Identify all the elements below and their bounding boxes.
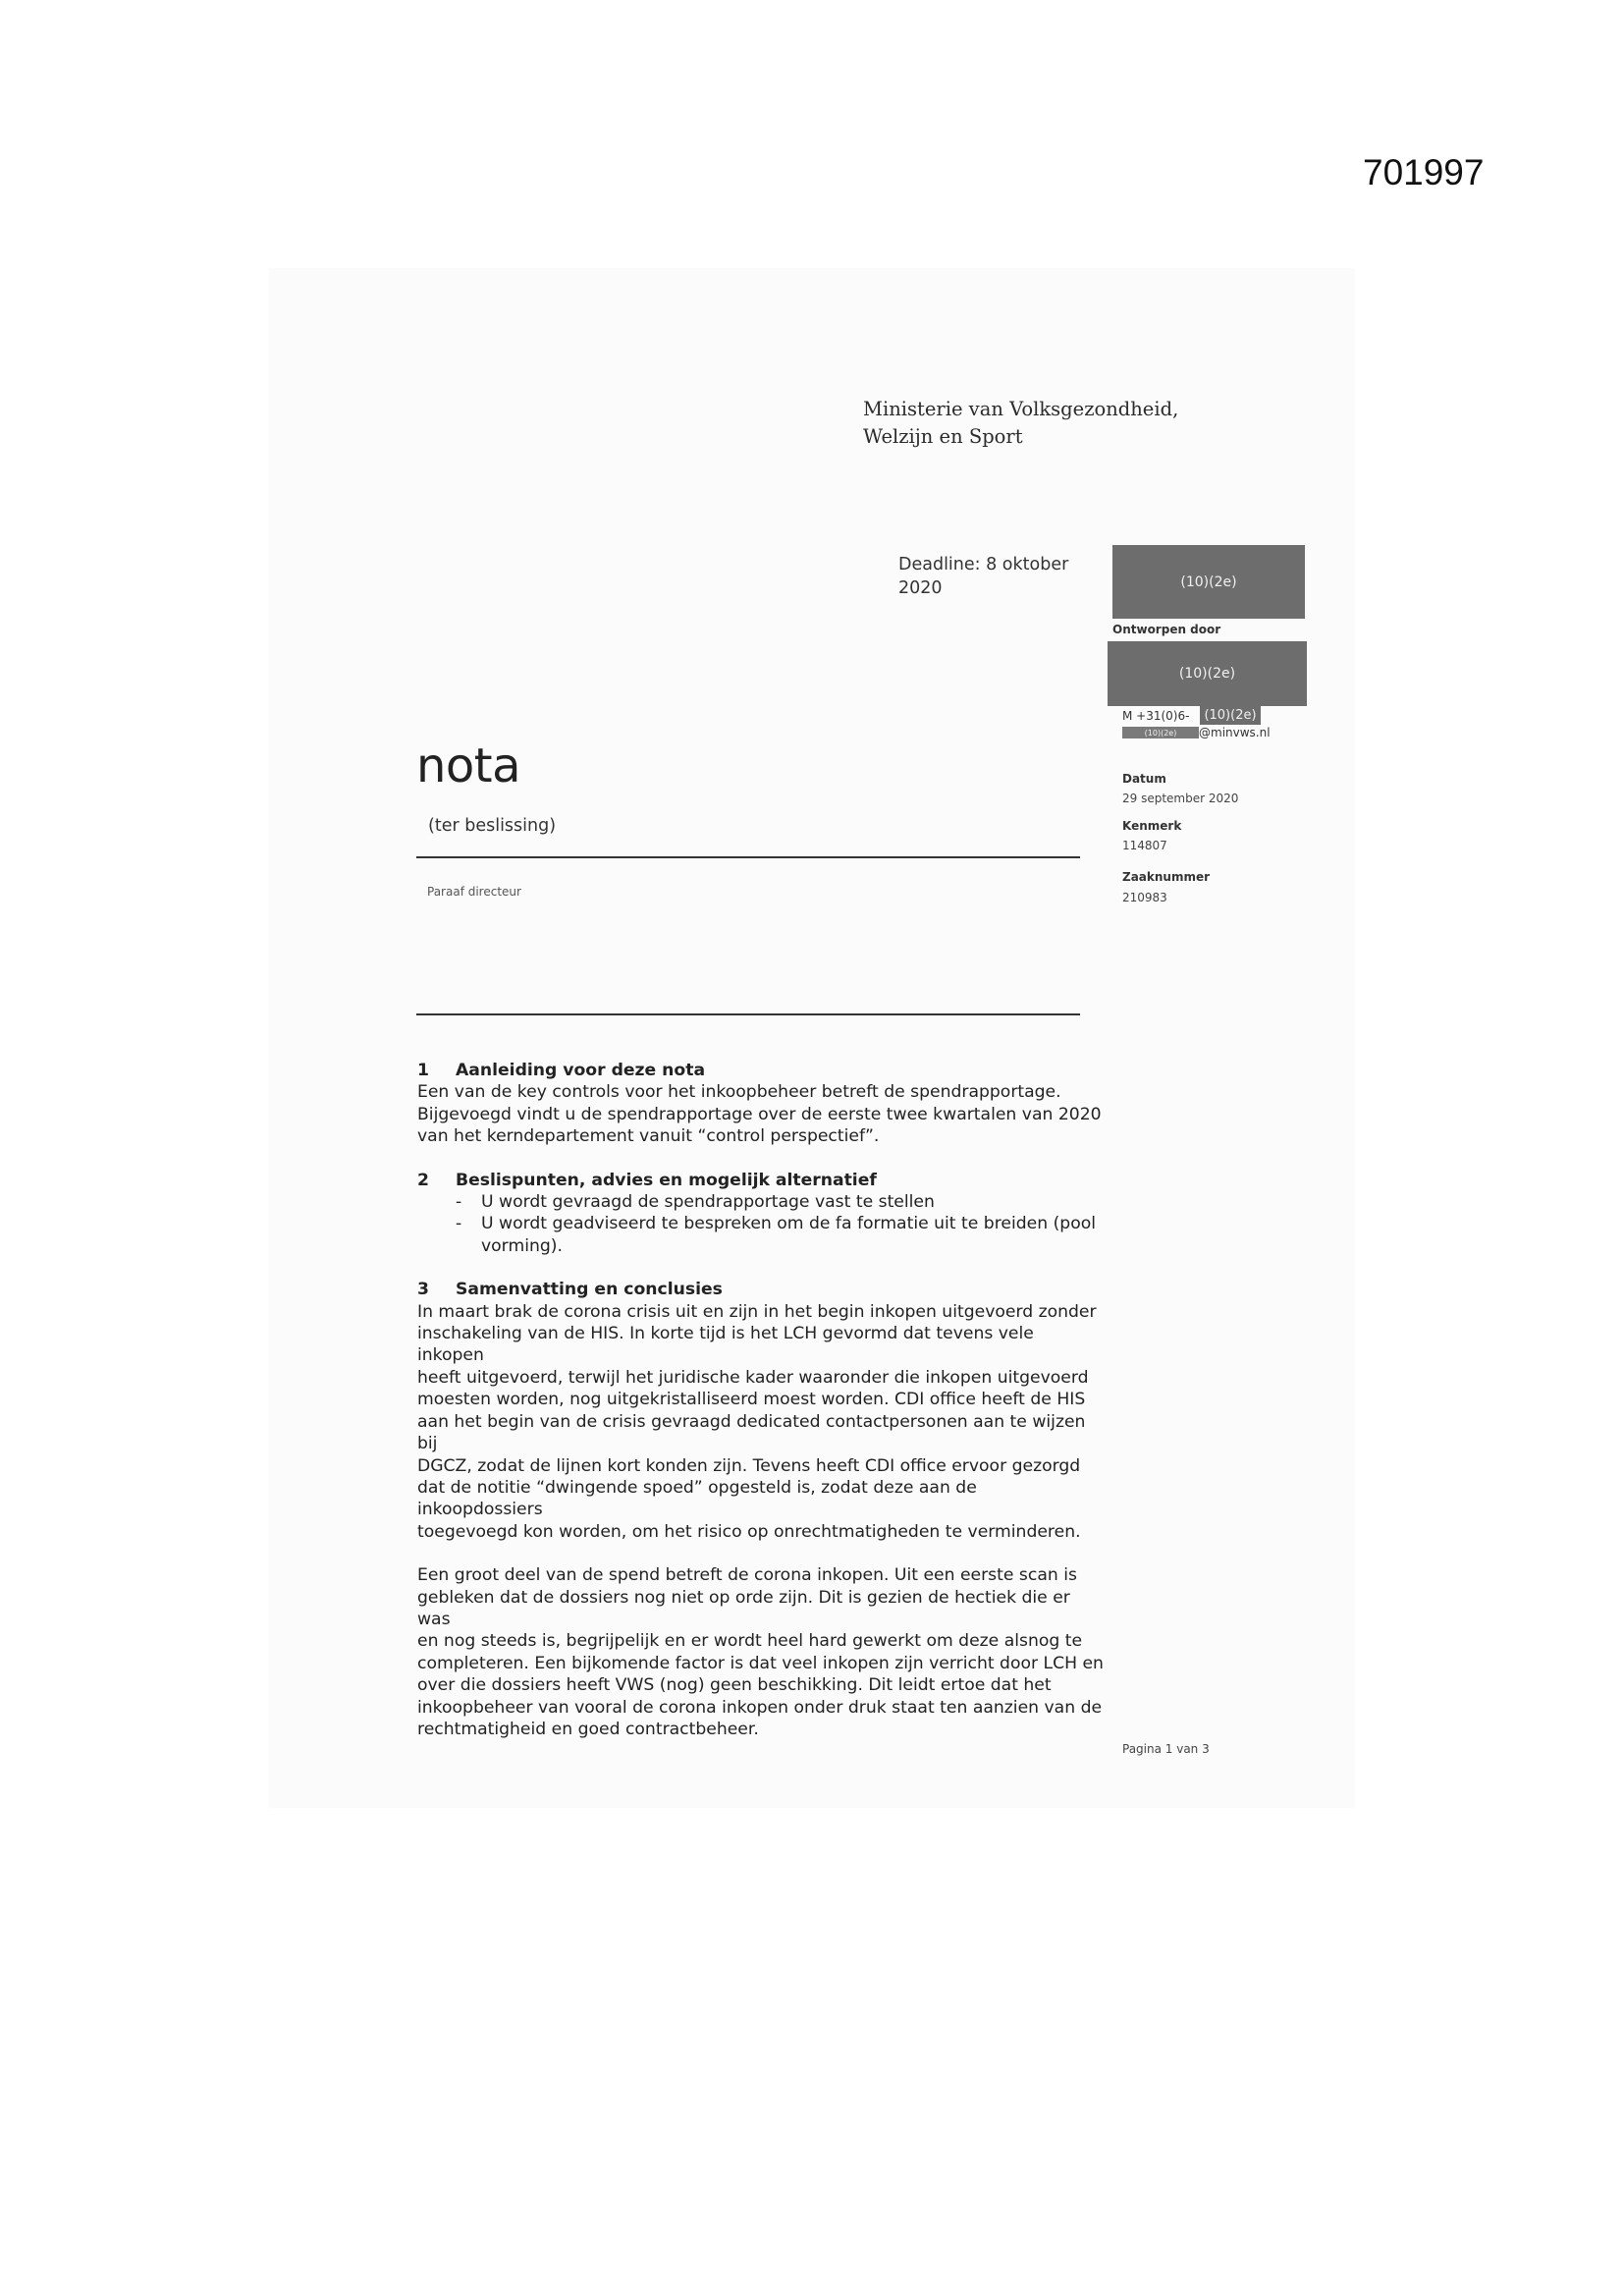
list-item: - U wordt geadviseerd te bespreken om de fa formatie uit te breiden (pool vorming). [456, 1214, 1096, 1256]
section-title: Beslispunten, advies en mogelijk alternatief [456, 1170, 877, 1190]
divider [416, 1013, 1080, 1015]
section-heading [417, 1279, 1105, 1300]
section-text: In maart brak de corona crisis uit en zijn in het begin inkopen uitgevoerd zonder inschakeling van de HIS. In korte tijd is het LCH gevormd dat tevens vele inkopen heeft uitgevoerd, terwijl het juridische kader waaronder die inkopen uitgevoerd moesten worden, nog uitgekristalliseerd moest worden. CDI office heeft de HIS aan het begin van de crisis gevraagd dedicated contactpersonen aan te wijzen bij DGCZ, zodat de lijnen kort konden zijn. Tevens heeft CDI office ervoor gezorgd dat de notitie “dwingende spoed” opgesteld is, zodat deze aan de inkoopdossiers toegevoegd kon worden, om het risico op onrechtmatigheden te verminderen. [417, 1301, 1097, 1542]
bullet-list [417, 1191, 1105, 1257]
list-item: - U wordt gevraagd de spendrapportage vast te stellen [456, 1192, 935, 1213]
ministry-line-1: Ministerie van Volksgezondheid, [863, 398, 1179, 420]
section-number: 2 [417, 1170, 429, 1190]
kenmerk-label: Kenmerk [1122, 819, 1182, 833]
memo-body [417, 1060, 1105, 1740]
datum-label: Datum [1122, 772, 1166, 786]
section-heading [417, 1060, 1105, 1081]
ministry-line-2: Welzijn en Sport [863, 425, 1023, 448]
section-title: Aanleiding voor deze nota [456, 1061, 706, 1080]
redaction-box: (10)(2e) [1200, 705, 1261, 725]
redaction-box-small: (10)(2e) [1122, 727, 1199, 738]
divider [416, 856, 1080, 858]
deadline-line-2: 2020 [898, 578, 943, 598]
zaaknummer-value: 210983 [1122, 891, 1167, 904]
document-subtitle: (ter beslissing) [428, 816, 557, 836]
paraaf-label: Paraaf directeur [427, 885, 521, 899]
deadline-line-1: Deadline: 8 oktober [898, 555, 1069, 574]
ministry-letterhead [863, 396, 1178, 451]
zaaknummer-label: Zaaknummer [1122, 870, 1211, 884]
kenmerk-value: 114807 [1122, 839, 1167, 852]
redaction-box: (10)(2e) [1112, 545, 1305, 619]
page-number: Pagina 1 van 3 [1122, 1742, 1210, 1756]
section-text: Een groot deel van de spend betreft de corona inkopen. Uit een eerste scan is gebleken dat de dossiers nog niet op orde zijn. Dit is gezien de hectiek die er was en nog steeds is, begrijpelijk en er wordt heel hard gewerkt om deze alsnog te completeren. Een bijkomende factor is dat veel inkopen zijn verricht door LCH en over die dossiers heeft VWS (nog) geen beschikking. Dit leidt ertoe dat het inkoopbeheer van vooral de corona inkopen onder druk staat ten aanzien van de rechtmatigheid en goed contractbeheer. [417, 1565, 1104, 1739]
section-number: 3 [417, 1280, 429, 1300]
document-number: 701997 [1363, 152, 1485, 192]
document-title: nota [416, 738, 521, 793]
section-title: Samenvatting en conclusies [456, 1280, 723, 1300]
deadline [898, 553, 1068, 600]
section-text: Een van de key controls voor het inkoopbeheer betreft de spendrapportage. Bijgevoegd vindt u de spendrapportage over de eerste twee kwartalen van 2020 van het kerndepartement vanuit “control perspectief”. [417, 1082, 1102, 1147]
designed-by-label: Ontworpen door [1112, 623, 1221, 636]
section-heading [417, 1170, 1105, 1191]
datum-value: 29 september 2020 [1122, 792, 1239, 805]
phone-prefix: M +31(0)6- [1122, 709, 1190, 723]
email-suffix: @minvws.nl [1199, 726, 1271, 739]
redaction-box: (10)(2e) [1108, 641, 1307, 706]
section-number: 1 [417, 1061, 429, 1080]
